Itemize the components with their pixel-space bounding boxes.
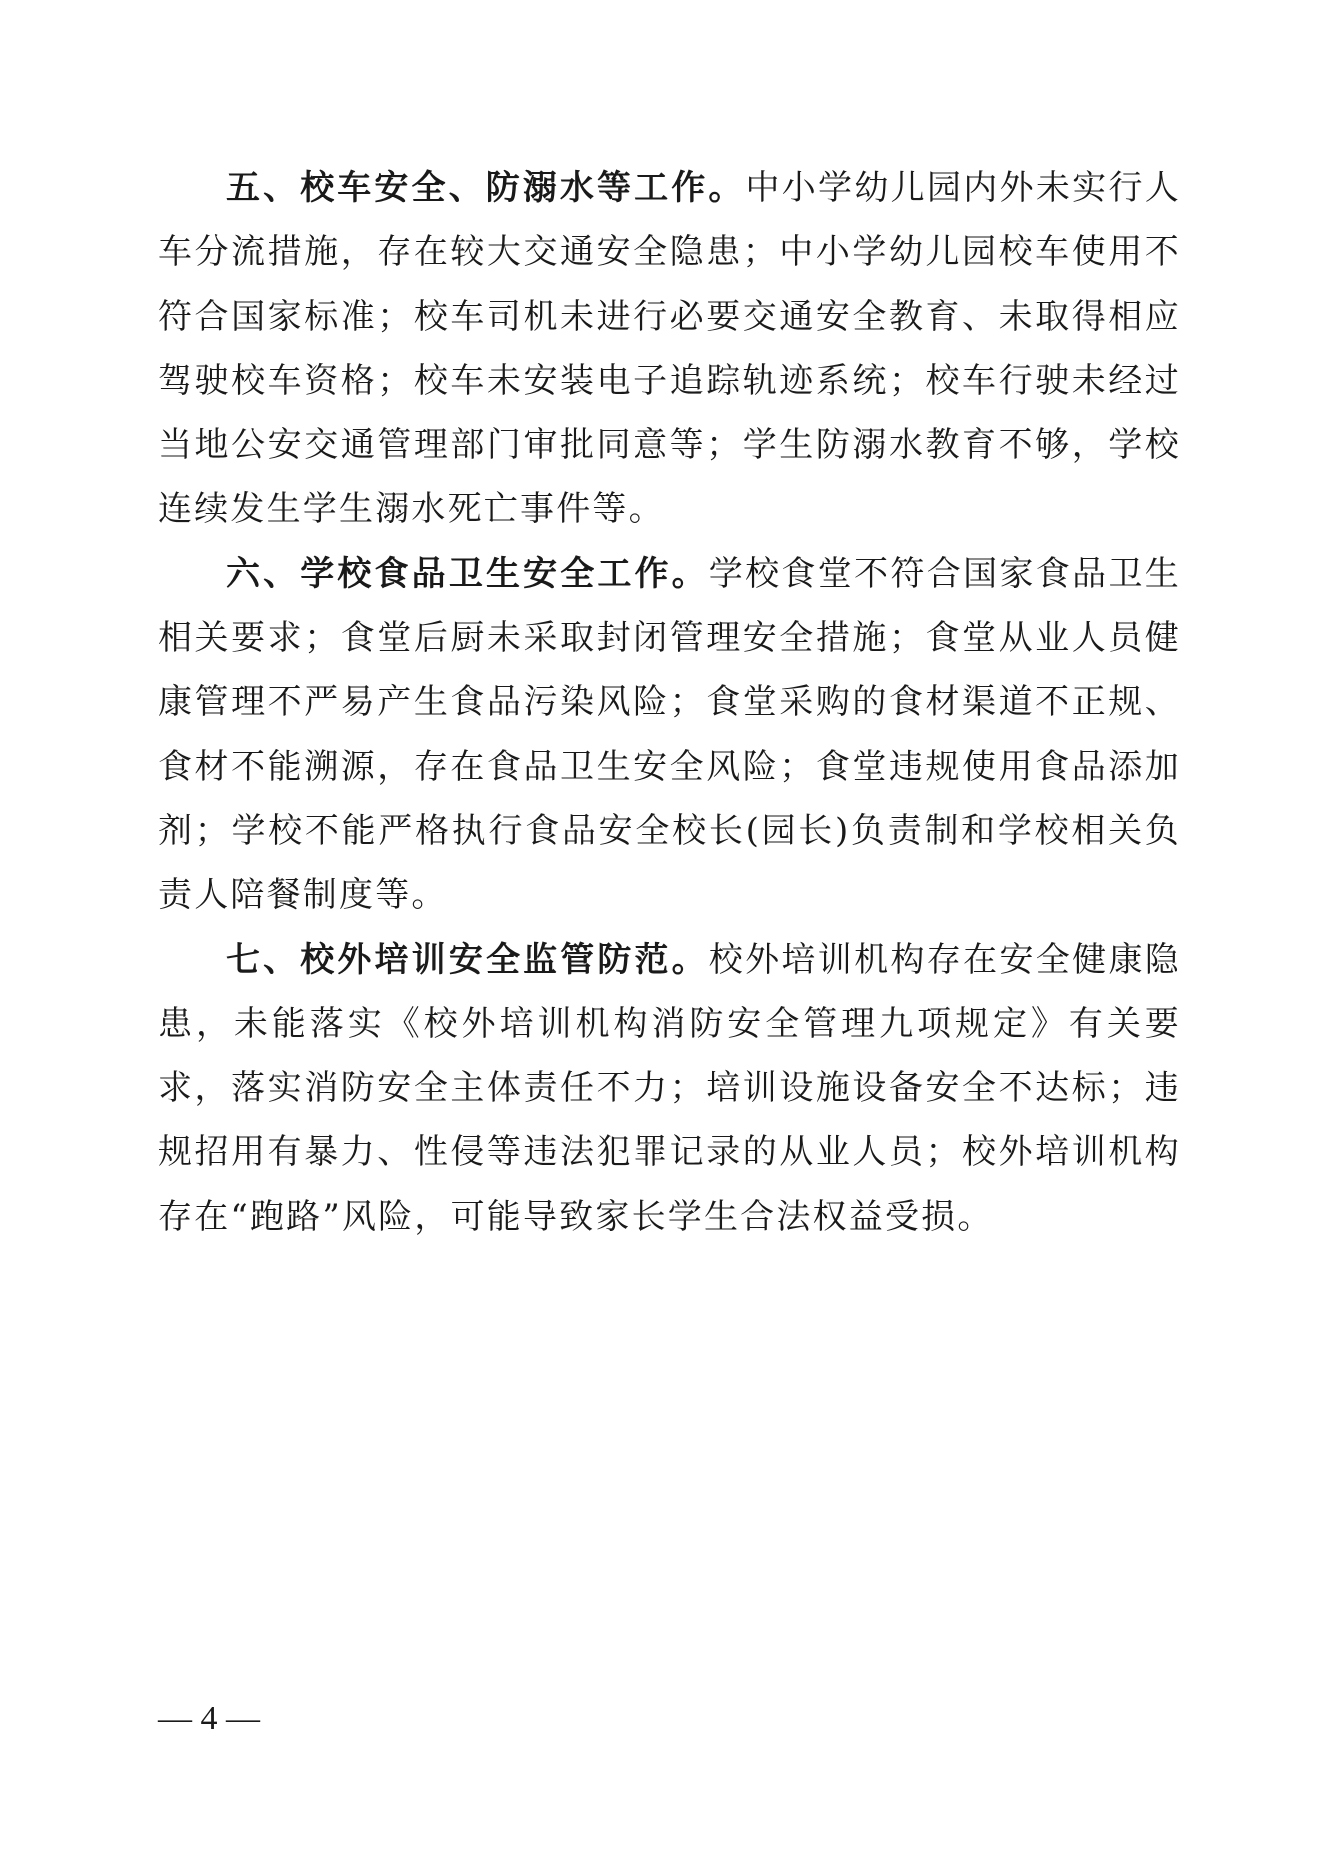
section-paragraph-5: [158, 156, 1181, 542]
section-text-6: 学校食堂不符合国家食品卫生相关要求；食堂后厨未采取封闭管理安全措施；食堂从业人员健康管理不严易产生食品污染风险；食堂采购的食材渠道不正规、食材不能溯源，存在食品卫生安全风险；食堂违规使用食品添加剂；学校不能严格执行食品安全校长(园长)负责制和学校相关负责人陪餐制度等。: [158, 553, 1181, 916]
section-text-7: 校外培训机构存在安全健康隐患，未能落实《校外培训机构消防安全管理九项规定》有关要求，落实消防安全主体责任不力；培训设施设备安全不达标；违规招用有暴力、性侵等违法犯罪记录的从业人员；校外培训机构存在“跑路”风险，可能导致家长学生合法权益受损。: [158, 939, 1181, 1237]
section-heading-5: 五、校车安全、防溺水等工作。: [226, 168, 746, 208]
section-paragraph-7: [158, 928, 1181, 1249]
document-body: [158, 156, 1181, 1249]
section-text-5: 中小学幼儿园内外未实行人车分流措施，存在较大交通安全隐患；中小学幼儿园校车使用不符合国家标准；校车司机未进行必要交通安全教育、未取得相应驾驶校车资格；校车未安装电子追踪轨迹系统；校车行驶未经过当地公安交通管理部门审批同意等；学生防溺水教育不够，学校连续发生学生溺水死亡事件等。: [158, 168, 1181, 530]
section-paragraph-6: [158, 542, 1181, 928]
section-heading-6: 六、学校食品卫生安全工作。: [226, 553, 709, 594]
page-number: — 4 —: [158, 1700, 260, 1737]
section-heading-7: 七、校外培训安全监管防范。: [226, 939, 709, 980]
